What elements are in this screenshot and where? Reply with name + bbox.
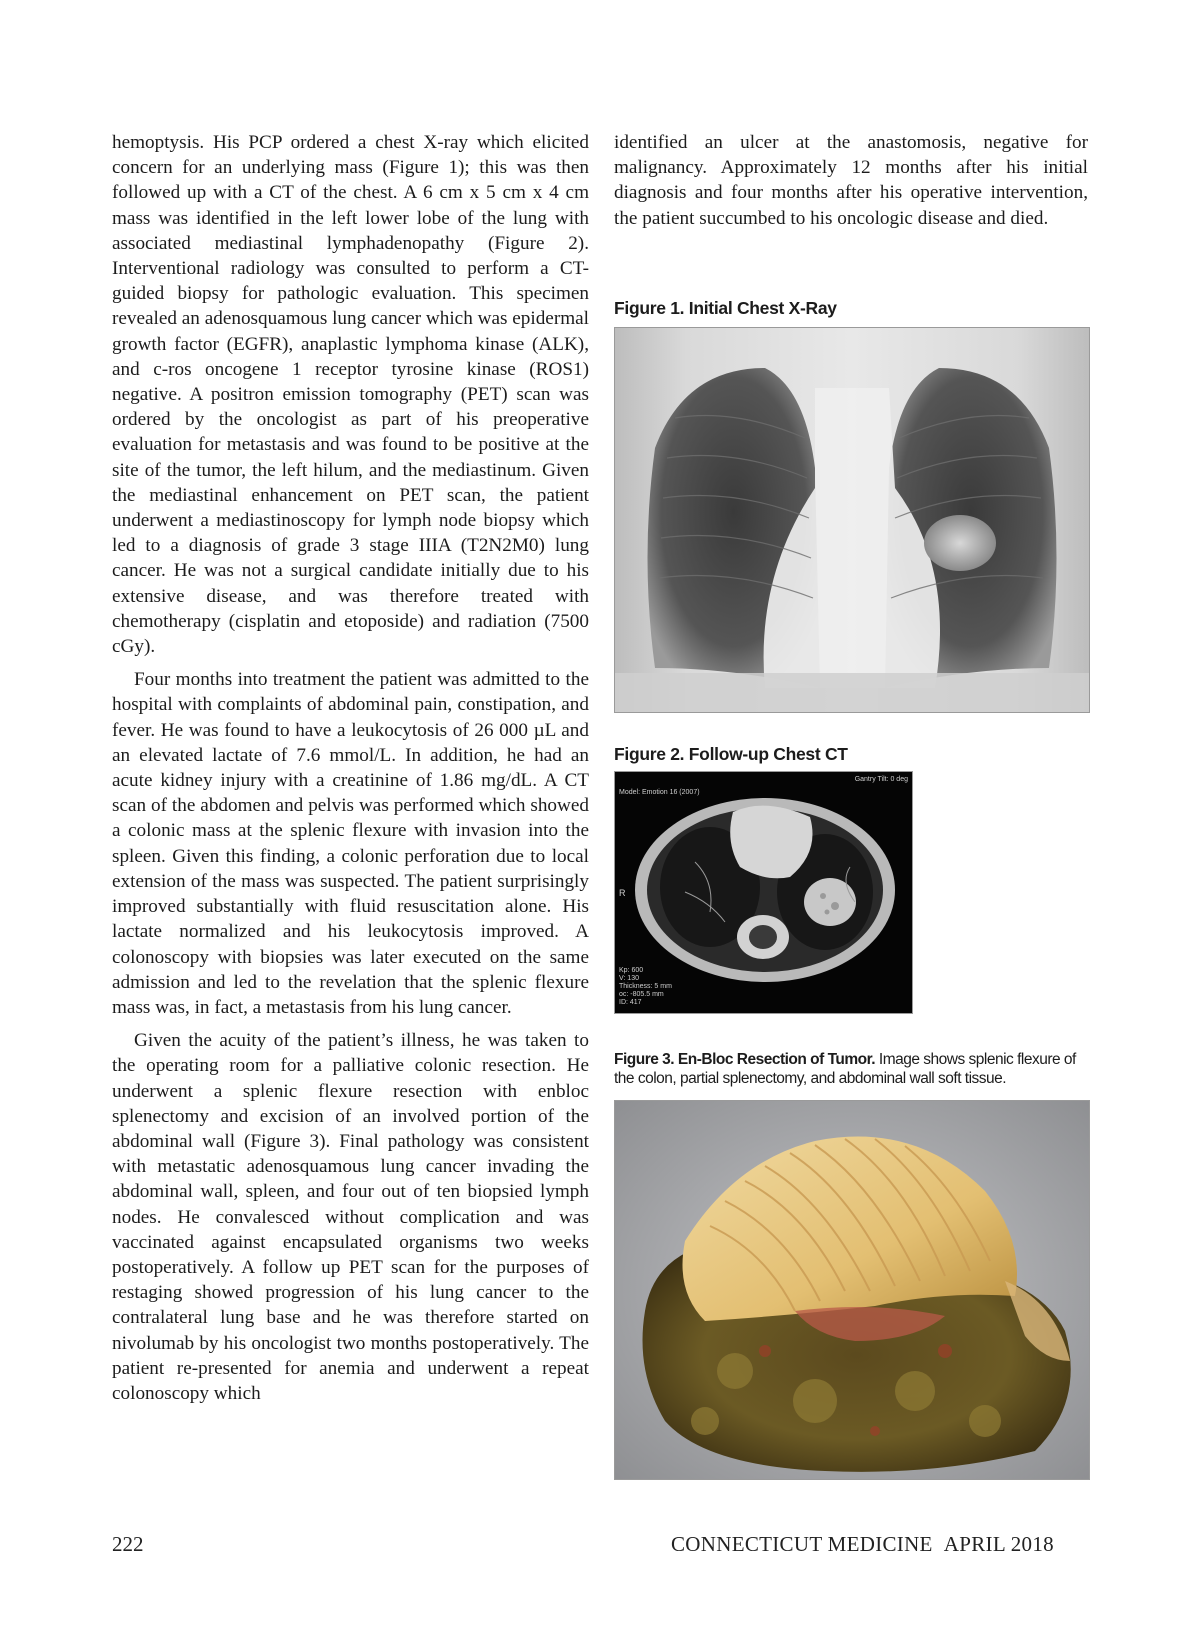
chest-ct-image (615, 772, 912, 1013)
ct-overlay-id: ID: 417 (619, 999, 642, 1006)
journal-issue: APRIL 2018 (943, 1532, 1054, 1556)
resection-specimen-image (615, 1101, 1089, 1479)
ct-overlay-side: R (619, 888, 626, 898)
journal-name (671, 1532, 1054, 1557)
figure-3-caption (614, 1050, 1092, 1088)
journal-title: CONNECTICUT MEDICINE (671, 1532, 933, 1556)
ct-overlay-model: Model: Emotion 16 (2007) (619, 789, 700, 796)
left-text-column (112, 130, 589, 1414)
page-number: 222 (112, 1532, 144, 1556)
paragraph-2: Four months into treatment the patient was admitted to the hospital with complaints of abdominal pain, constipation, and fever. He was found to have a leukocytosis of 26 000 µL and an elevated lactate of 7.6 mmol/L. In addition, he had an acute kidney injury with a creatinine of 1.86 mg/dL. A CT scan of the abdomen and pelvis was performed which showed a colonic mass at the splenic flexure with invasion into the spleen. Given this finding, a colonic perforation due to local extension of the mass was suspected. The patient surprisingly improved substantially with fluid resuscitation alone. His lactate normalized and his leukocytosis improved. A colonoscopy with biopsies was later executed on the same admission and led to the revelation that the splenic flexure mass was, in fact, a metastasis from his lung cancer. (112, 669, 589, 1018)
ct-overlay-kp: Kp: 600 (619, 967, 644, 974)
figure-3-caption-desc: Image shows splenic flexure of the colon, partial splenectomy, and abdominal wall soft tissue. (614, 1051, 1076, 1087)
ct-overlay-gantry: Gantry Tilt: 0 deg (854, 776, 908, 783)
figure-2-caption: Figure 2. Follow-up Chest CT (614, 744, 848, 764)
paragraph-4: identified an ulcer at the anastomosis, negative for malignancy. Approximately 12 months after his initial diagnosis and four months after his operative intervention, the patient succumbed to his oncologic disease and died. (614, 132, 1088, 229)
figure-2-chest-ct (614, 771, 913, 1014)
chest-xray-image (615, 328, 1089, 712)
figure-3-resection-photo (614, 1100, 1090, 1480)
ct-overlay-thickness: Thickness: 5 mm (619, 983, 672, 990)
figure-1-caption: Figure 1. Initial Chest X-Ray (614, 298, 837, 318)
figure-3-caption-title: Figure 3. En-Bloc Resection of Tumor. (614, 1051, 876, 1068)
ct-overlay-oc: oc: -805.5 mm (619, 991, 664, 998)
paragraph-1: hemoptysis. His PCP ordered a chest X-ray which elicited concern for an underlying mass (Figure 1); this was then followed up with a CT of the chest. A 6 cm x 5 cm x 4 cm mass was identified in the left lower lobe of the lung with associated mediastinal lymphadenopathy (Figure 2). Interventional radiology was consulted to perform a CT-guided biopsy for pathologic evaluation. This specimen revealed an adenosquamous lung cancer which was epidermal growth factor (EGFR), anaplastic lymphoma kinase (ALK), and c-ros oncogene 1 receptor tyrosine kinase (ROS1) negative. A positron emission tomography (PET) scan was ordered by the oncologist as part of his preoperative evaluation for metastasis and was found to be positive at the site of the tumor, the left hilum, and the mediastinum. Given the mediastinal enhancement on PET scan, the patient underwent a mediastinoscopy for lymph node biopsy which led to a diagnosis of grade 3 stage IIIA (T2N2M0) lung cancer. He was not a surgical candidate initially due to his extensive disease, and was therefore treated with chemotherapy (cisplatin and etoposide) and radiation (7500 cGy). (112, 132, 589, 658)
right-text-column (614, 130, 1088, 231)
paragraph-3: Given the acuity of the patient’s illness, he was taken to the operating room for a palliative colonic resection. He underwent a splenic flexure resection with enbloc splenectomy and excision of an involved portion of the abdominal wall (Figure 3). Final pathology was consistent with metastatic adenosquamous lung cancer invading the abdominal wall, spleen, and four out of ten biopsied lymph nodes. He convalesced without complication and was vaccinated against encapsulated organisms two weeks postoperatively. A follow up PET scan for the purposes of restaging showed progression of his lung cancer to the contralateral lung base and he was therefore started on nivolumab by his oncologist two months postoperatively. The patient re-presented for anemia and underwent a repeat colonoscopy which (112, 1030, 589, 1404)
ct-overlay-v: V: 130 (619, 975, 639, 982)
figure-1-chest-xray (614, 327, 1090, 713)
